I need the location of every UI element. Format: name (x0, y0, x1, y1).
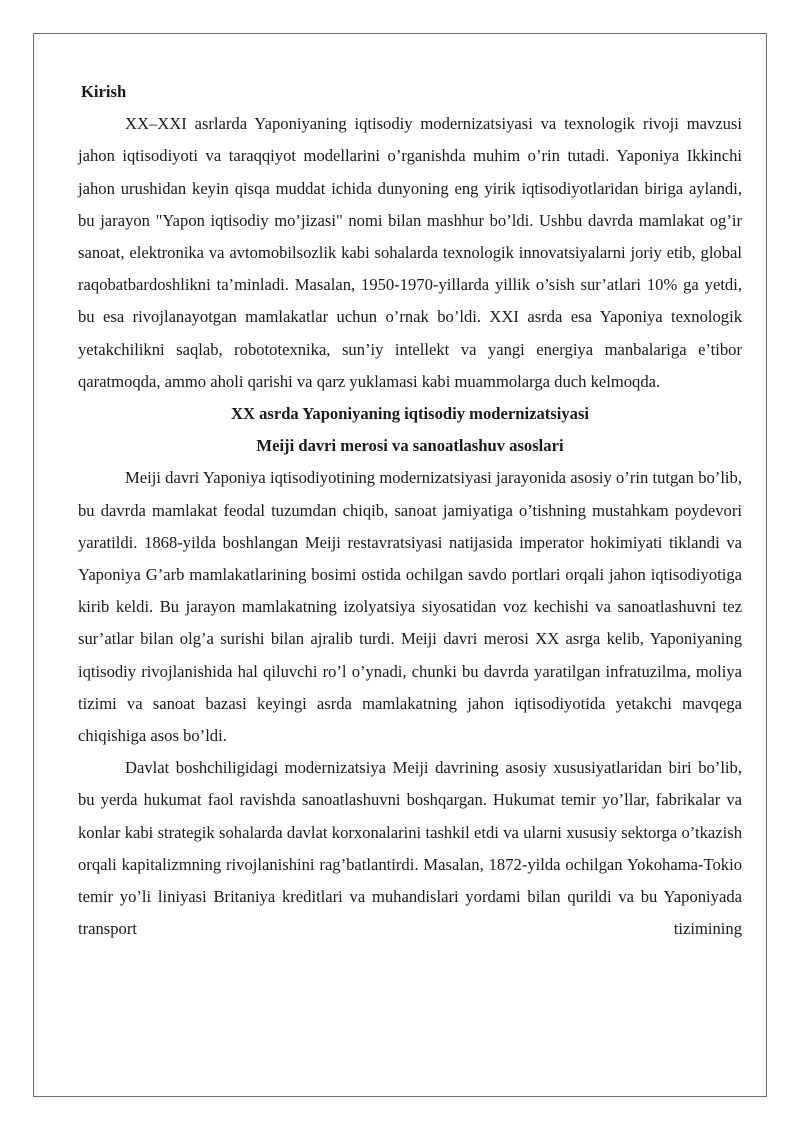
section-heading: XX asrda Yaponiyaning iqtisodiy modernizatsiyasi (230, 404, 590, 424)
body-paragraph: Meiji davri Yaponiya iqtisodiyotining modernizatsiyasi jarayonida asosiy o’rin tutgan bo’lib, bu davrda mamlakat feodal tuzumdan chiqib, sanoat jamiyatiga o’tishning mustahkam poydevori yaratildi. 1868-yilda boshlangan Meiji restavratsiyasi natijasida imperator hokimiyati tiklandi va Yaponiya G’arb mamlakatlarining bosimi ostida ochilgan savdo portlari orqali jahon iqtisodiyotiga kirib keldi. Bu jarayon mamlakatning izolyatsiya siyosatidan voz kechishi va sanoatlashuvni tez sur’atlar bilan olg’a surishi bilan ajralib turdi. Meiji davri merosi XX asrga kelib, Yaponiyaning iqtisodiy rivojlanishida hal qiluvchi ro’l o’ynadi, chunki bu davrda yaratilgan infratuzilma, moliya tizimi va sanoat bazasi keyingi asrda mamlakatning jahon iqtisodiyotida yetakchi mavqega chiqishiga asos bo’ldi. (78, 468, 742, 746)
document-body (78, 76, 742, 945)
body-paragraph: Davlat boshchiligidagi modernizatsiya Meiji davrining asosiy xususiyatlaridan biri bo’lib, bu yerda hukumat faol ravishda sanoatlashuvni boshqargan. Hukumat temir yo’llar, fabrikalar va konlar kabi strategik sohalarda davlat korxonalarini tashkil etdi va ularni xususiy sektorga o’tkazish orqali kapitalizmning rivojlanishini rag’batlantirdi. Masalan, 1872-yilda ochilgan Yokohama-Tokio temir yo’li liniyasi Britaniya kreditlari va muhandislari yordami bilan qurildi va bu Yaponiyada transport tizimining (78, 758, 742, 939)
intro-heading: Kirish (81, 82, 127, 101)
intro-paragraph: XX–XXI asrlarda Yaponiyaning iqtisodiy modernizatsiyasi va texnologik rivoji mavzusi jahon iqtisodiyoti va taraqqiyot modellarini o’rganishda muhim o’rin tutadi. Yaponiya Ikkinchi jahon urushidan keyin qisqa muddat ichida dunyoning eng yirik iqtisodiyotlaridan biriga aylandi, bu jarayon "Yapon iqtisodiy mo’jizasi" nomi bilan mashhur bo’ldi. Ushbu davrda mamlakat og’ir sanoat, elektronika va avtomobilsozlik kabi sohalarda texnologik innovatsiyalarni joriy etib, global raqobatbardoshlikni ta’minladi. Masalan, 1950-1970-yillarda yillik o’sish sur’atlari 10% ga yetdi, bu esa rivojlanayotgan mamlakatlar uchun o’rnak bo’ldi. XXI asrda esa Yaponiya texnologik yetakchilikni saqlab, robototexnika, sun’iy intellekt va yangi energiya manbalariga e’tibor qaratmoqda, ammo aholi qarishi va qarz yuklamasi kabi muammolarga duch kelmoqda. (78, 114, 742, 391)
subsection-heading: Meiji davri merosi va sanoatlashuv asoslari (256, 436, 564, 456)
